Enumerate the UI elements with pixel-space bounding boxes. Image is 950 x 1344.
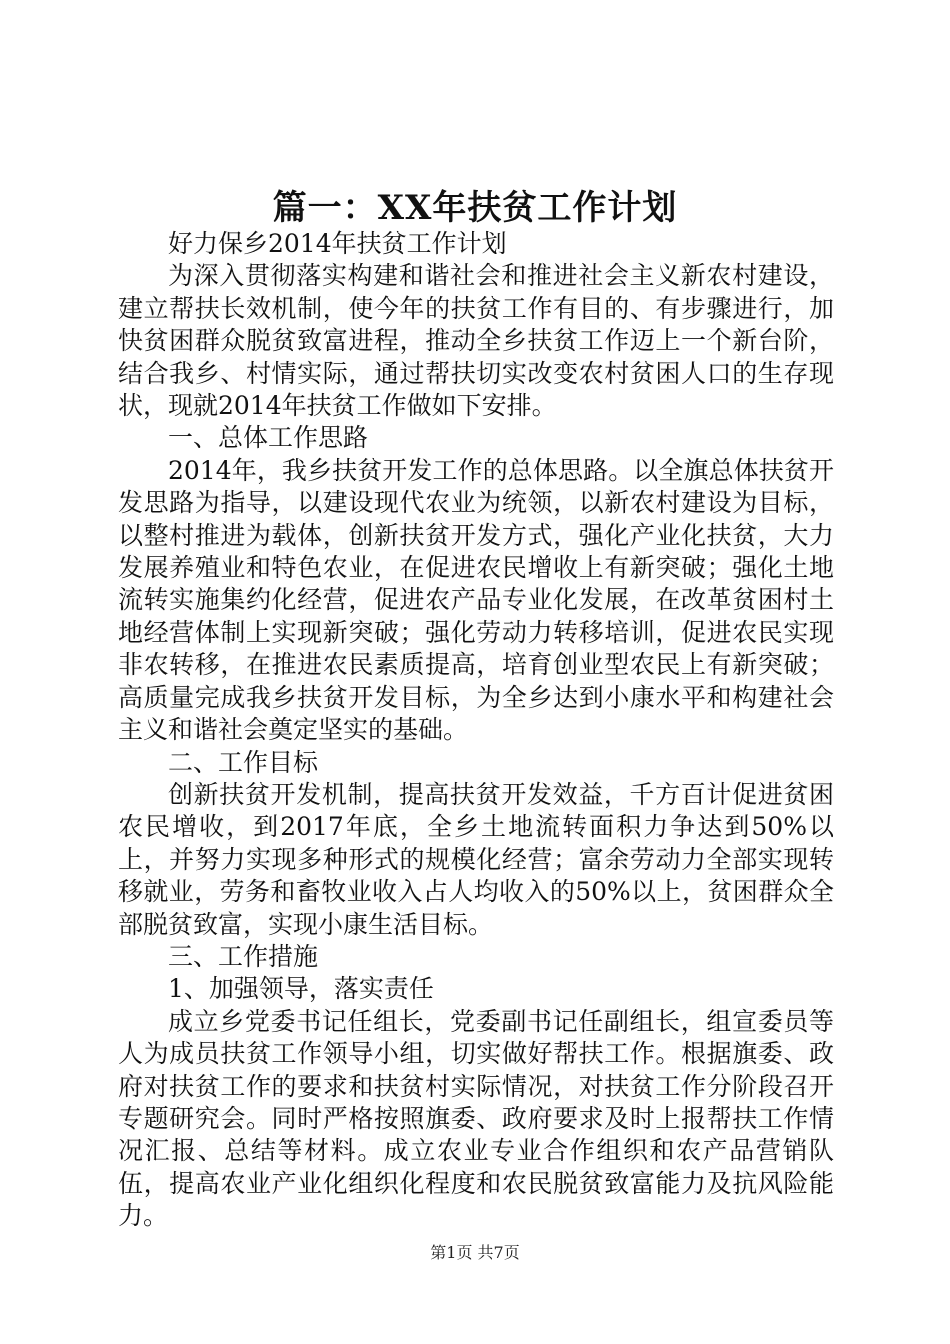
work-goals-paragraph: 创新扶贫开发机制，提高扶贫开发效益，千方百计促进贫困农民增收，到2017年底，全乡土地流转面积力争达到50%以上，并努力实现多种形式的规模化经营；富余劳动力全部实现转移就业，劳务和畜牧业收入占人均收入的50%以上，贫困群众全部脱贫致富，实现小康生活目标。 [118, 779, 834, 939]
document-title: 篇一：XX年扶贫工作计划 [272, 188, 678, 228]
section-heading-1: 一、总体工作思路 [168, 423, 369, 453]
intro-paragraph: 为深入贯彻落实构建和谐社会和推进社会主义新农村建设，建立帮扶长效机制，使今年的扶贫工作有目的、有步骤进行，加快贫困群众脱贫致富进程，推动全乡扶贫工作迈上一个新台阶，结合我乡、村情实际，通过帮扶切实改变农村贫困人口的生存现状，现就2014年扶贫工作做如下安排。 [118, 261, 834, 421]
overall-approach-paragraph: 2014年，我乡扶贫开发工作的总体思路。以全旗总体扶贫开发思路为指导，以建设现代农业为统领，以新农村建设为目标，以整村推进为载体，创新扶贫开发方式，强化产业化扶贫，大力发展养殖业和特色农业，在促进农民增收上有新突破；强化土地流转实施集约化经营，促进农产品专业化发展，在改革贫困村土地经营体制上实现新突破；强化劳动力转移培训，促进农民实现非农转移，在推进农民素质提高，培育创业型农民上有新突破；高质量完成我乡扶贫开发目标，为全乡达到小康水平和构建社会主义和谐社会奠定坚实的基础。 [118, 455, 834, 745]
section-heading-3: 三、工作措施 [168, 941, 319, 971]
subsection-heading-1: 1、加强领导，落实责任 [168, 974, 434, 1004]
document-body [118, 228, 834, 1233]
leadership-paragraph: 成立乡党委书记任组长，党委副书记任副组长，组宣委员等人为成员扶贫工作领导小组，切实做好帮扶工作。根据旗委、政府对扶贫工作的要求和扶贫村实际情况，对扶贫工作分阶段召开专题研究会。同时严格按照旗委、政府要求及时上报帮扶工作情况汇报、总结等材料。成立农业专业合作组织和农产品营销队伍，提高农业产业化组织化程度和农民脱贫致富能力及抗风险能力。 [118, 1006, 834, 1231]
page-footer: 第1页 共7页 [430, 1243, 520, 1262]
section-heading-2: 二、工作目标 [168, 747, 319, 777]
plan-subtitle: 好力保乡2014年扶贫工作计划 [168, 229, 507, 258]
